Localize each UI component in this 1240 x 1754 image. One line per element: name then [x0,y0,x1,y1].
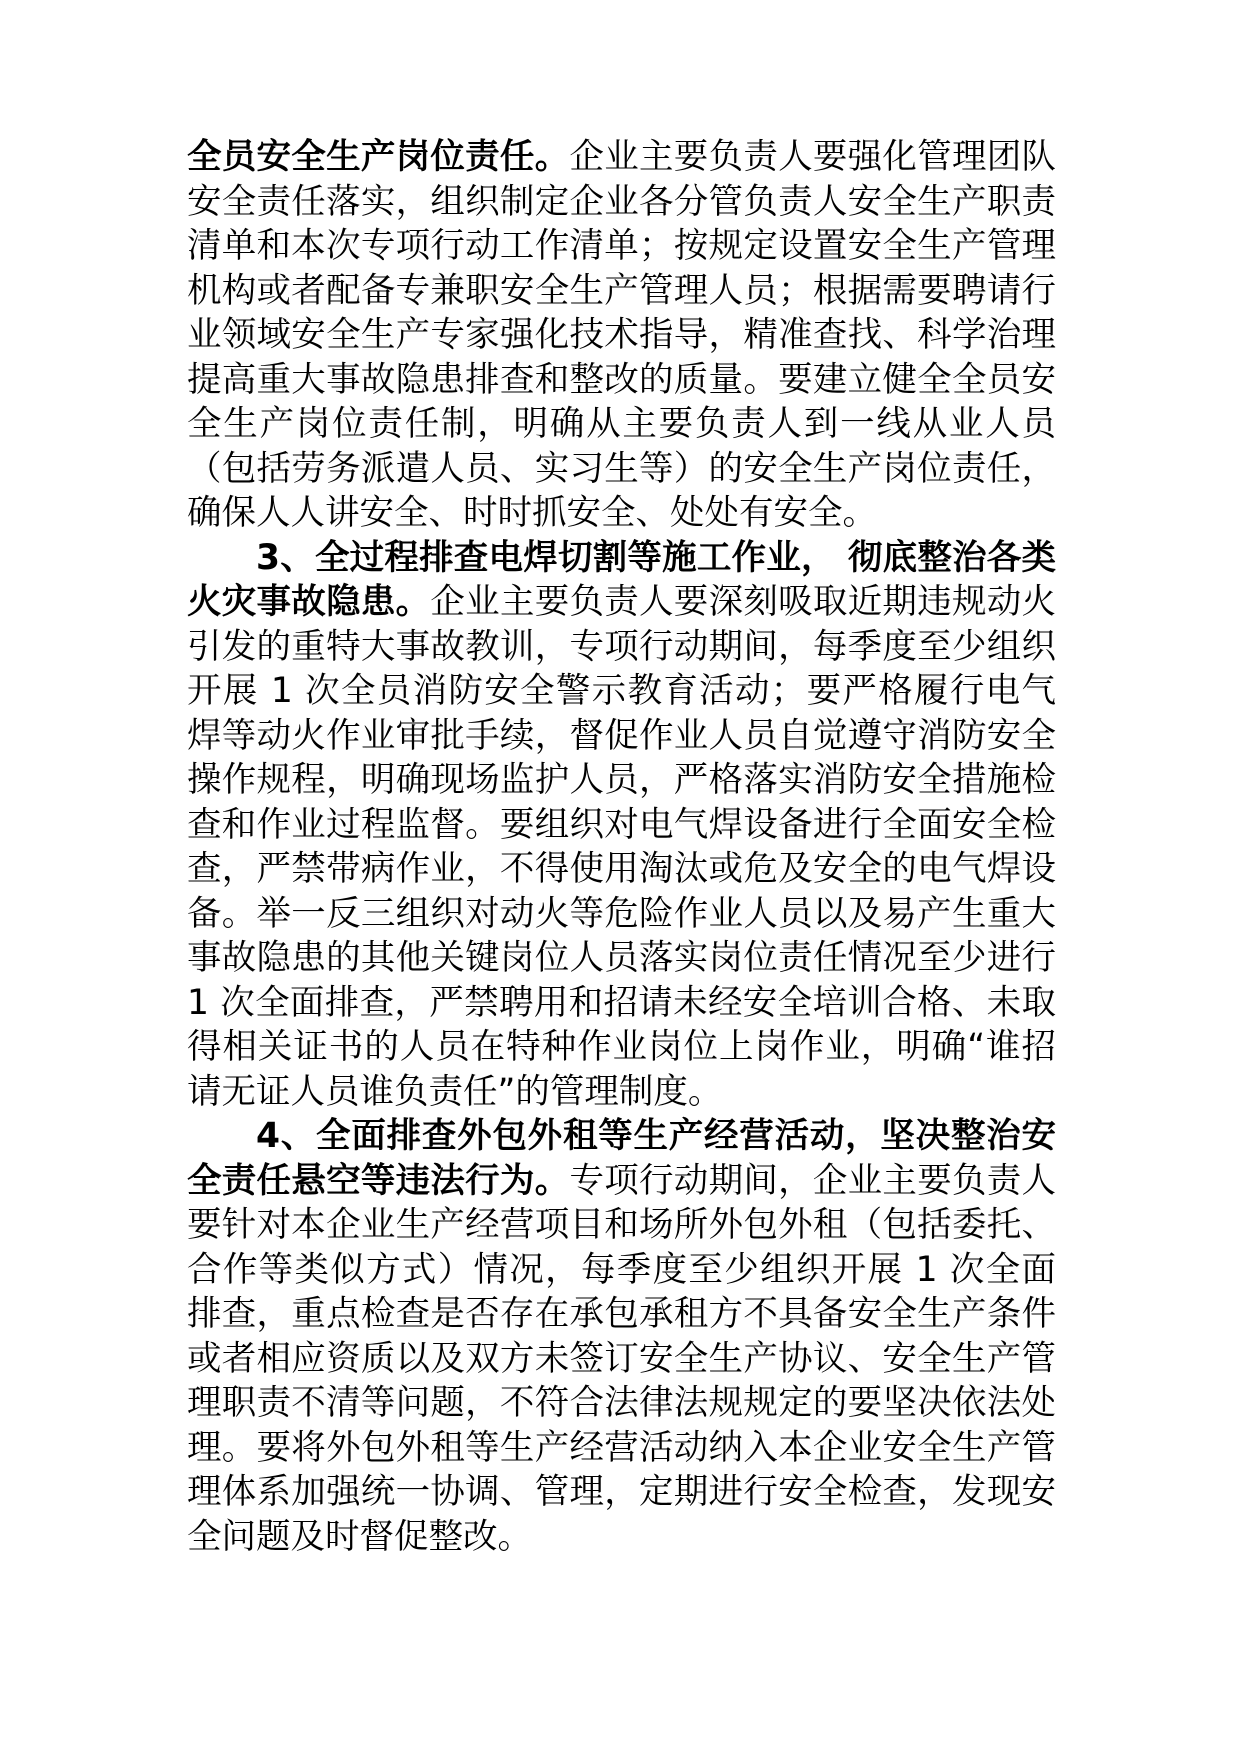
document-page [187,135,1056,1559]
paragraph-body: 专项行动期间，企业主要负责人要针对本企业生产经营项目和场所外包外租（包括委托、合作等类似方式）情况，每季度至少组织开展 1 次全面排查，重点检查是否存在承包承租方不具备安全生产条件或者相应资质以及双方未签订安全生产协议、安全生产管理职责不清等问题，不符合法律法规规定的要坚决依法处理。要将外包外租等生产经营活动纳入本企业安全生产管理体系加强统一协调、管理，定期进行安全检查，发现安全问题及时督促整改。 [187,1160,1057,1557]
section-heading: 3、全过程排查电焊切割等施工作业， 彻底整治各类火灾事故隐患。 [187,537,1056,622]
paragraph-heading: 全员安全生产岗位责任。 [187,137,570,177]
section-heading: 4、全面排查外包外租等生产经营活动，坚决整治安全责任悬空等违法行为。 [187,1116,1056,1201]
paragraph-body: 企业主要负责人要强化管理团队安全责任落实，组织制定企业各分管负责人安全生产职责清单和本次专项行动工作清单；按规定设置安全生产管理机构或者配备专兼职安全生产管理人员；根据需要聘请行业领域安全生产专家强化技术指导，精准查找、科学治理提高重大事故隐患排查和整改的质量。要建立健全全员安全生产岗位责任制，明确从主要负责人到一线从业人员（包括劳务派遣人员、实习生等）的安全生产岗位责任，确保人人讲安全、时时抓安全、处处有安全。 [187,137,1057,533]
paragraph-section-3 [187,536,1056,1115]
paragraph-responsibility [187,135,1056,536]
paragraph-section-4 [187,1114,1056,1559]
paragraph-body: 企业主要负责人要深刻吸取近期违规动火引发的重特大事故教训，专项行动期间，每季度至少组织开展 1 次全员消防安全警示教育活动；要严格履行电气焊等动火作业审批手续，督促作业人员自觉遵守消防安全操作规程，明确现场监护人员，严格落实消防安全措施检查和作业过程监督。要组织对电气焊设备进行全面安全检查，严禁带病作业，不得使用淘汰或危及安全的电气焊设备。举一反三组织对动火等危险作业人员以及易产生重大事故隐患的其他关键岗位人员落实岗位责任情况至少进行 1 次全面排查，严禁聘用和招请未经安全培训合格、未取得相关证书的人员在特种作业岗位上岗作业，明确“谁招请无证人员谁负责任”的管理制度。 [187,582,1057,1112]
